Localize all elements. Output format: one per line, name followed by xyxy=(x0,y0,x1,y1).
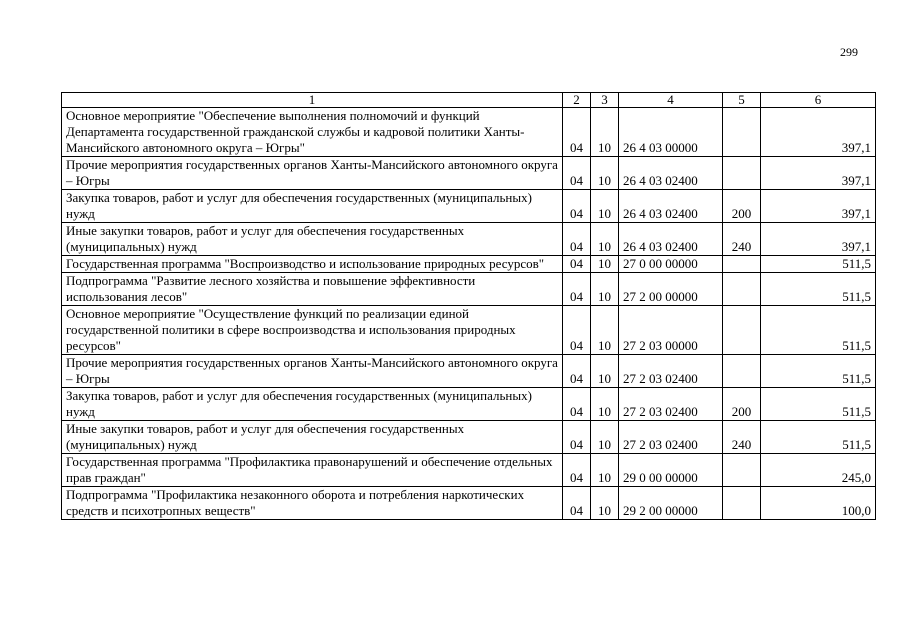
row-description: Основное мероприятие "Осуществление функций по реализации единой государственной политики в сфере воспроизводства и использования природных ресурсов" xyxy=(62,306,563,355)
column-header: 5 xyxy=(723,93,761,108)
row-amount: 511,5 xyxy=(761,273,876,306)
row-description: Подпрограмма "Профилактика незаконного оборота и потребления наркотических средств и психотропных веществ" xyxy=(62,487,563,520)
row-subsection-code: 10 xyxy=(591,421,619,454)
row-section-code: 04 xyxy=(563,223,591,256)
row-target-article: 26 4 03 02400 xyxy=(619,157,723,190)
row-section-code: 04 xyxy=(563,157,591,190)
table-row xyxy=(62,256,876,273)
row-target-article: 27 2 03 02400 xyxy=(619,355,723,388)
table-row xyxy=(62,487,876,520)
row-amount: 100,0 xyxy=(761,487,876,520)
row-section-code: 04 xyxy=(563,306,591,355)
row-expense-type xyxy=(723,487,761,520)
row-section-code: 04 xyxy=(563,273,591,306)
row-section-code: 04 xyxy=(563,108,591,157)
row-description: Подпрограмма "Развитие лесного хозяйства и повышение эффективности использования лесов" xyxy=(62,273,563,306)
row-subsection-code: 10 xyxy=(591,223,619,256)
row-subsection-code: 10 xyxy=(591,256,619,273)
row-target-article: 27 2 00 00000 xyxy=(619,273,723,306)
row-expense-type xyxy=(723,273,761,306)
row-section-code: 04 xyxy=(563,355,591,388)
row-amount: 511,5 xyxy=(761,355,876,388)
page-number: 299 xyxy=(840,45,858,59)
row-subsection-code: 10 xyxy=(591,487,619,520)
row-description: Иные закупки товаров, работ и услуг для обеспечения государственных (муниципальных) нужд xyxy=(62,421,563,454)
row-description: Закупка товаров, работ и услуг для обеспечения государственных (муниципальных) нужд xyxy=(62,388,563,421)
row-target-article: 26 4 03 02400 xyxy=(619,223,723,256)
row-expense-type xyxy=(723,108,761,157)
row-expense-type: 200 xyxy=(723,388,761,421)
row-amount: 397,1 xyxy=(761,223,876,256)
table-row xyxy=(62,223,876,256)
row-subsection-code: 10 xyxy=(591,306,619,355)
row-amount: 397,1 xyxy=(761,190,876,223)
row-description: Основное мероприятие "Обеспечение выполнения полномочий и функций Департамента государственной гражданской службы и кадровой политики Ханты-Мансийского автономного округа – Югры" xyxy=(62,108,563,157)
row-target-article: 26 4 03 02400 xyxy=(619,190,723,223)
row-description: Прочие мероприятия государственных органов Ханты-Мансийского автономного округа – Югры xyxy=(62,157,563,190)
table-row xyxy=(62,108,876,157)
column-header: 1 xyxy=(62,93,563,108)
table-row xyxy=(62,306,876,355)
row-section-code: 04 xyxy=(563,190,591,223)
row-amount: 511,5 xyxy=(761,388,876,421)
row-description: Прочие мероприятия государственных органов Ханты-Мансийского автономного округа – Югры xyxy=(62,355,563,388)
column-header: 4 xyxy=(619,93,723,108)
row-target-article: 27 2 03 02400 xyxy=(619,421,723,454)
row-amount: 511,5 xyxy=(761,421,876,454)
table-row xyxy=(62,355,876,388)
row-target-article: 29 2 00 00000 xyxy=(619,487,723,520)
row-subsection-code: 10 xyxy=(591,108,619,157)
row-description: Закупка товаров, работ и услуг для обеспечения государственных (муниципальных) нужд xyxy=(62,190,563,223)
column-header: 2 xyxy=(563,93,591,108)
row-expense-type: 240 xyxy=(723,223,761,256)
column-header: 6 xyxy=(761,93,876,108)
table-row xyxy=(62,421,876,454)
row-subsection-code: 10 xyxy=(591,273,619,306)
row-target-article: 27 2 03 02400 xyxy=(619,388,723,421)
row-subsection-code: 10 xyxy=(591,157,619,190)
table-row xyxy=(62,190,876,223)
row-expense-type xyxy=(723,454,761,487)
row-amount: 511,5 xyxy=(761,306,876,355)
row-description: Государственная программа "Воспроизводство и использование природных ресурсов" xyxy=(62,256,563,273)
row-expense-type xyxy=(723,306,761,355)
row-description: Иные закупки товаров, работ и услуг для обеспечения государственных (муниципальных) нужд xyxy=(62,223,563,256)
row-amount: 397,1 xyxy=(761,108,876,157)
row-target-article: 26 4 03 00000 xyxy=(619,108,723,157)
table-header-row xyxy=(62,93,876,108)
row-section-code: 04 xyxy=(563,487,591,520)
table-row xyxy=(62,157,876,190)
row-subsection-code: 10 xyxy=(591,355,619,388)
row-target-article: 29 0 00 00000 xyxy=(619,454,723,487)
row-section-code: 04 xyxy=(563,421,591,454)
row-target-article: 27 0 00 00000 xyxy=(619,256,723,273)
row-expense-type: 200 xyxy=(723,190,761,223)
row-amount: 397,1 xyxy=(761,157,876,190)
row-subsection-code: 10 xyxy=(591,190,619,223)
row-description: Государственная программа "Профилактика правонарушений и обеспечение отдельных прав граждан" xyxy=(62,454,563,487)
row-section-code: 04 xyxy=(563,388,591,421)
column-header: 3 xyxy=(591,93,619,108)
row-subsection-code: 10 xyxy=(591,388,619,421)
row-subsection-code: 10 xyxy=(591,454,619,487)
table-row xyxy=(62,273,876,306)
table-row xyxy=(62,388,876,421)
row-amount: 511,5 xyxy=(761,256,876,273)
row-expense-type xyxy=(723,355,761,388)
table-row xyxy=(62,454,876,487)
budget-table xyxy=(61,92,876,520)
row-section-code: 04 xyxy=(563,454,591,487)
row-expense-type: 240 xyxy=(723,421,761,454)
row-target-article: 27 2 03 00000 xyxy=(619,306,723,355)
row-amount: 245,0 xyxy=(761,454,876,487)
row-section-code: 04 xyxy=(563,256,591,273)
row-expense-type xyxy=(723,157,761,190)
row-expense-type xyxy=(723,256,761,273)
